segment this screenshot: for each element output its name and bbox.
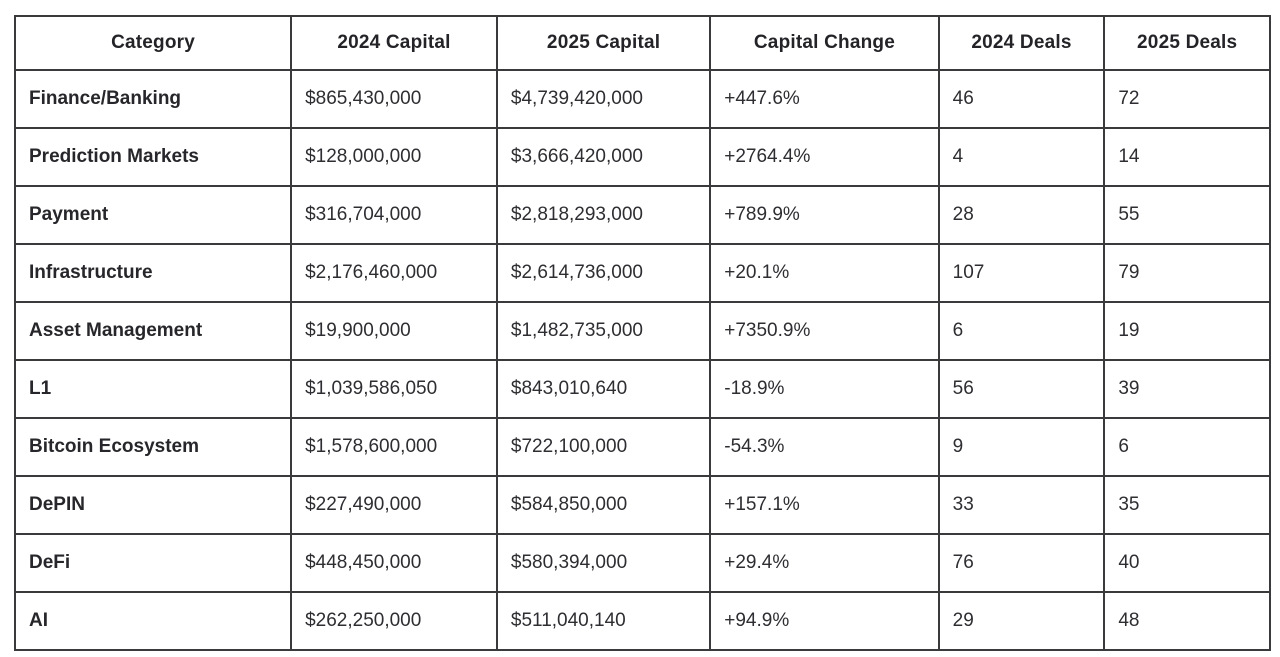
- cell-capital-2024: $1,039,586,050: [291, 360, 497, 418]
- cell-category: Payment: [15, 186, 291, 244]
- cell-capital-2024: $1,578,600,000: [291, 418, 497, 476]
- funding-comparison-table: [14, 15, 1271, 651]
- cell-capital-2025: $4,739,420,000: [497, 70, 710, 128]
- cell-deals-2024: 56: [939, 360, 1105, 418]
- cell-capital-change: -18.9%: [710, 360, 938, 418]
- cell-category: Asset Management: [15, 302, 291, 360]
- funding-table-container: [14, 15, 1271, 651]
- cell-capital-change: -54.3%: [710, 418, 938, 476]
- table-row: [15, 70, 1270, 128]
- column-header-capital-2024: 2024 Capital: [291, 16, 497, 70]
- cell-capital-change: +7350.9%: [710, 302, 938, 360]
- cell-category: DePIN: [15, 476, 291, 534]
- table-row: [15, 592, 1270, 650]
- cell-capital-2024: $2,176,460,000: [291, 244, 497, 302]
- cell-deals-2025: 6: [1104, 418, 1270, 476]
- cell-capital-2025: $511,040,140: [497, 592, 710, 650]
- cell-capital-2025: $2,818,293,000: [497, 186, 710, 244]
- cell-capital-2025: $3,666,420,000: [497, 128, 710, 186]
- cell-capital-2024: $448,450,000: [291, 534, 497, 592]
- cell-category: Prediction Markets: [15, 128, 291, 186]
- cell-category: Bitcoin Ecosystem: [15, 418, 291, 476]
- cell-deals-2025: 48: [1104, 592, 1270, 650]
- cell-deals-2024: 29: [939, 592, 1105, 650]
- cell-deals-2025: 79: [1104, 244, 1270, 302]
- cell-deals-2025: 72: [1104, 70, 1270, 128]
- cell-capital-2024: $227,490,000: [291, 476, 497, 534]
- cell-capital-2024: $865,430,000: [291, 70, 497, 128]
- cell-deals-2025: 14: [1104, 128, 1270, 186]
- cell-category: DeFi: [15, 534, 291, 592]
- cell-capital-2024: $262,250,000: [291, 592, 497, 650]
- cell-deals-2024: 76: [939, 534, 1105, 592]
- cell-capital-2025: $722,100,000: [497, 418, 710, 476]
- table-row: [15, 128, 1270, 186]
- table-row: [15, 360, 1270, 418]
- cell-deals-2024: 33: [939, 476, 1105, 534]
- cell-deals-2025: 55: [1104, 186, 1270, 244]
- column-header-capital-change: Capital Change: [710, 16, 938, 70]
- column-header-deals-2024: 2024 Deals: [939, 16, 1105, 70]
- cell-capital-change: +29.4%: [710, 534, 938, 592]
- cell-deals-2025: 39: [1104, 360, 1270, 418]
- cell-deals-2025: 35: [1104, 476, 1270, 534]
- cell-capital-2024: $316,704,000: [291, 186, 497, 244]
- cell-deals-2025: 19: [1104, 302, 1270, 360]
- cell-capital-2025: $2,614,736,000: [497, 244, 710, 302]
- cell-deals-2024: 4: [939, 128, 1105, 186]
- cell-capital-2025: $843,010,640: [497, 360, 710, 418]
- cell-category: L1: [15, 360, 291, 418]
- table-row: [15, 476, 1270, 534]
- cell-capital-change: +447.6%: [710, 70, 938, 128]
- cell-category: Finance/Banking: [15, 70, 291, 128]
- cell-capital-change: +157.1%: [710, 476, 938, 534]
- table-body: [15, 70, 1270, 650]
- cell-category: Infrastructure: [15, 244, 291, 302]
- column-header-category: Category: [15, 16, 291, 70]
- table-row: [15, 244, 1270, 302]
- cell-capital-2025: $584,850,000: [497, 476, 710, 534]
- cell-deals-2024: 107: [939, 244, 1105, 302]
- table-row: [15, 186, 1270, 244]
- header-row: [15, 16, 1270, 70]
- cell-capital-change: +789.9%: [710, 186, 938, 244]
- cell-capital-2024: $128,000,000: [291, 128, 497, 186]
- table-row: [15, 302, 1270, 360]
- cell-deals-2024: 6: [939, 302, 1105, 360]
- cell-deals-2025: 40: [1104, 534, 1270, 592]
- column-header-deals-2025: 2025 Deals: [1104, 16, 1270, 70]
- cell-capital-2025: $580,394,000: [497, 534, 710, 592]
- cell-deals-2024: 28: [939, 186, 1105, 244]
- cell-deals-2024: 9: [939, 418, 1105, 476]
- cell-capital-change: +2764.4%: [710, 128, 938, 186]
- cell-capital-change: +94.9%: [710, 592, 938, 650]
- cell-deals-2024: 46: [939, 70, 1105, 128]
- column-header-capital-2025: 2025 Capital: [497, 16, 710, 70]
- cell-capital-change: +20.1%: [710, 244, 938, 302]
- table-row: [15, 534, 1270, 592]
- cell-capital-2024: $19,900,000: [291, 302, 497, 360]
- table-row: [15, 418, 1270, 476]
- cell-capital-2025: $1,482,735,000: [497, 302, 710, 360]
- cell-category: AI: [15, 592, 291, 650]
